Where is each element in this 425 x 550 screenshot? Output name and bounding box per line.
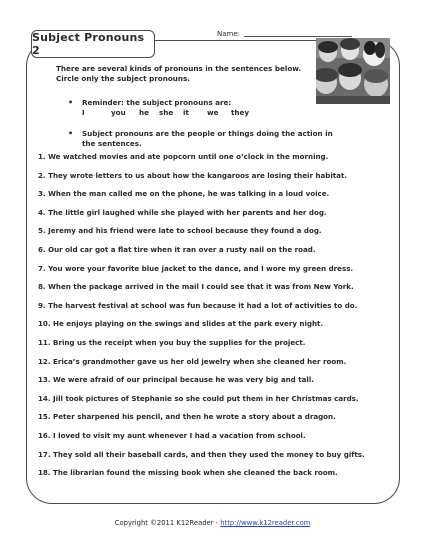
reminder-list xyxy=(68,98,348,148)
children-photo-image xyxy=(316,38,390,104)
sentence: 17. They sold all their baseball cards, and then they used the money to buy gifts. xyxy=(38,449,365,459)
sentence: 11. Bring us the receipt when you buy the supplies for the project. xyxy=(38,338,306,347)
pronoun: I xyxy=(82,107,85,117)
title-text: Subject Pronouns 2 xyxy=(32,31,145,57)
reminder-item xyxy=(68,98,348,117)
pronoun: he xyxy=(139,107,149,117)
copyright-text: Copyright ©2011 K12Reader - xyxy=(114,519,221,527)
name-field xyxy=(217,30,352,38)
sentence: 13. We were afraid of our principal because he was very big and tall. xyxy=(38,375,314,385)
footer xyxy=(0,519,425,527)
website-link[interactable]: http://www.k12reader.com xyxy=(220,519,311,527)
sentence: 1. We watched movies and ate popcorn until one o’clock in the morning. xyxy=(38,152,329,161)
instructions xyxy=(56,64,312,84)
name-label: Name: xyxy=(217,30,241,38)
pronoun: you xyxy=(111,107,126,117)
sentence: 12. Erica’s grandmother gave us her old jewelry when she cleaned her room. xyxy=(38,356,347,366)
pronoun-list xyxy=(82,108,348,118)
definition-item xyxy=(68,129,344,148)
pronoun: she xyxy=(159,107,174,117)
reminder-label: • Reminder: the subject pronouns are: xyxy=(82,98,232,107)
pronoun: they xyxy=(231,107,250,117)
sentence: 2. They wrote letters to us about how the kangaroos are losing their habitat. xyxy=(38,170,348,180)
sentence: 9. The harvest festival at school was fun because it had a lot of activities to do. xyxy=(38,300,358,310)
pronoun: we xyxy=(207,107,219,117)
sentence: 7. You wore your favorite blue jacket to the dance, and I wore my green dress. xyxy=(38,263,354,273)
sentence: 4. The little girl laughed while she played with her parents and her dog. xyxy=(38,207,327,217)
worksheet-title xyxy=(31,30,155,58)
sentence: 18. The librarian found the missing book when she cleaned the back room. xyxy=(38,468,338,478)
children-photo xyxy=(316,38,390,104)
definition-text: Subject pronouns are the people or things doing the action in the sentences. xyxy=(82,129,333,148)
sentence: 5. Jeremy and his friend were late to school because they found a dog. xyxy=(38,226,322,236)
name-line xyxy=(244,36,352,37)
sentence: 14. Jill took pictures of Stephanie so she could put them in her Christmas cards. xyxy=(38,393,359,403)
sentence: 3. When the man called me on the phone, he was talking in a loud voice. xyxy=(38,189,330,199)
pronoun: it xyxy=(183,107,189,117)
sentence: 10. He enjoys playing on the swings and slides at the park every night. xyxy=(38,319,324,329)
sentence: 15. Peter sharpened his pencil, and then he wrote a story about a dragon. xyxy=(38,412,336,422)
instructions-text: There are several kinds of pronouns in the sentences below. Circle only the subject pronouns. xyxy=(56,64,302,83)
sentence: 16. I loved to visit my aunt whenever I had a vacation from school. xyxy=(38,431,306,440)
sentence: 6. Our old car got a flat tire when it ran over a rusty nail on the road. xyxy=(38,245,316,254)
sentence: 8. When the package arrived in the mail I could see that it was from New York. xyxy=(38,282,354,292)
